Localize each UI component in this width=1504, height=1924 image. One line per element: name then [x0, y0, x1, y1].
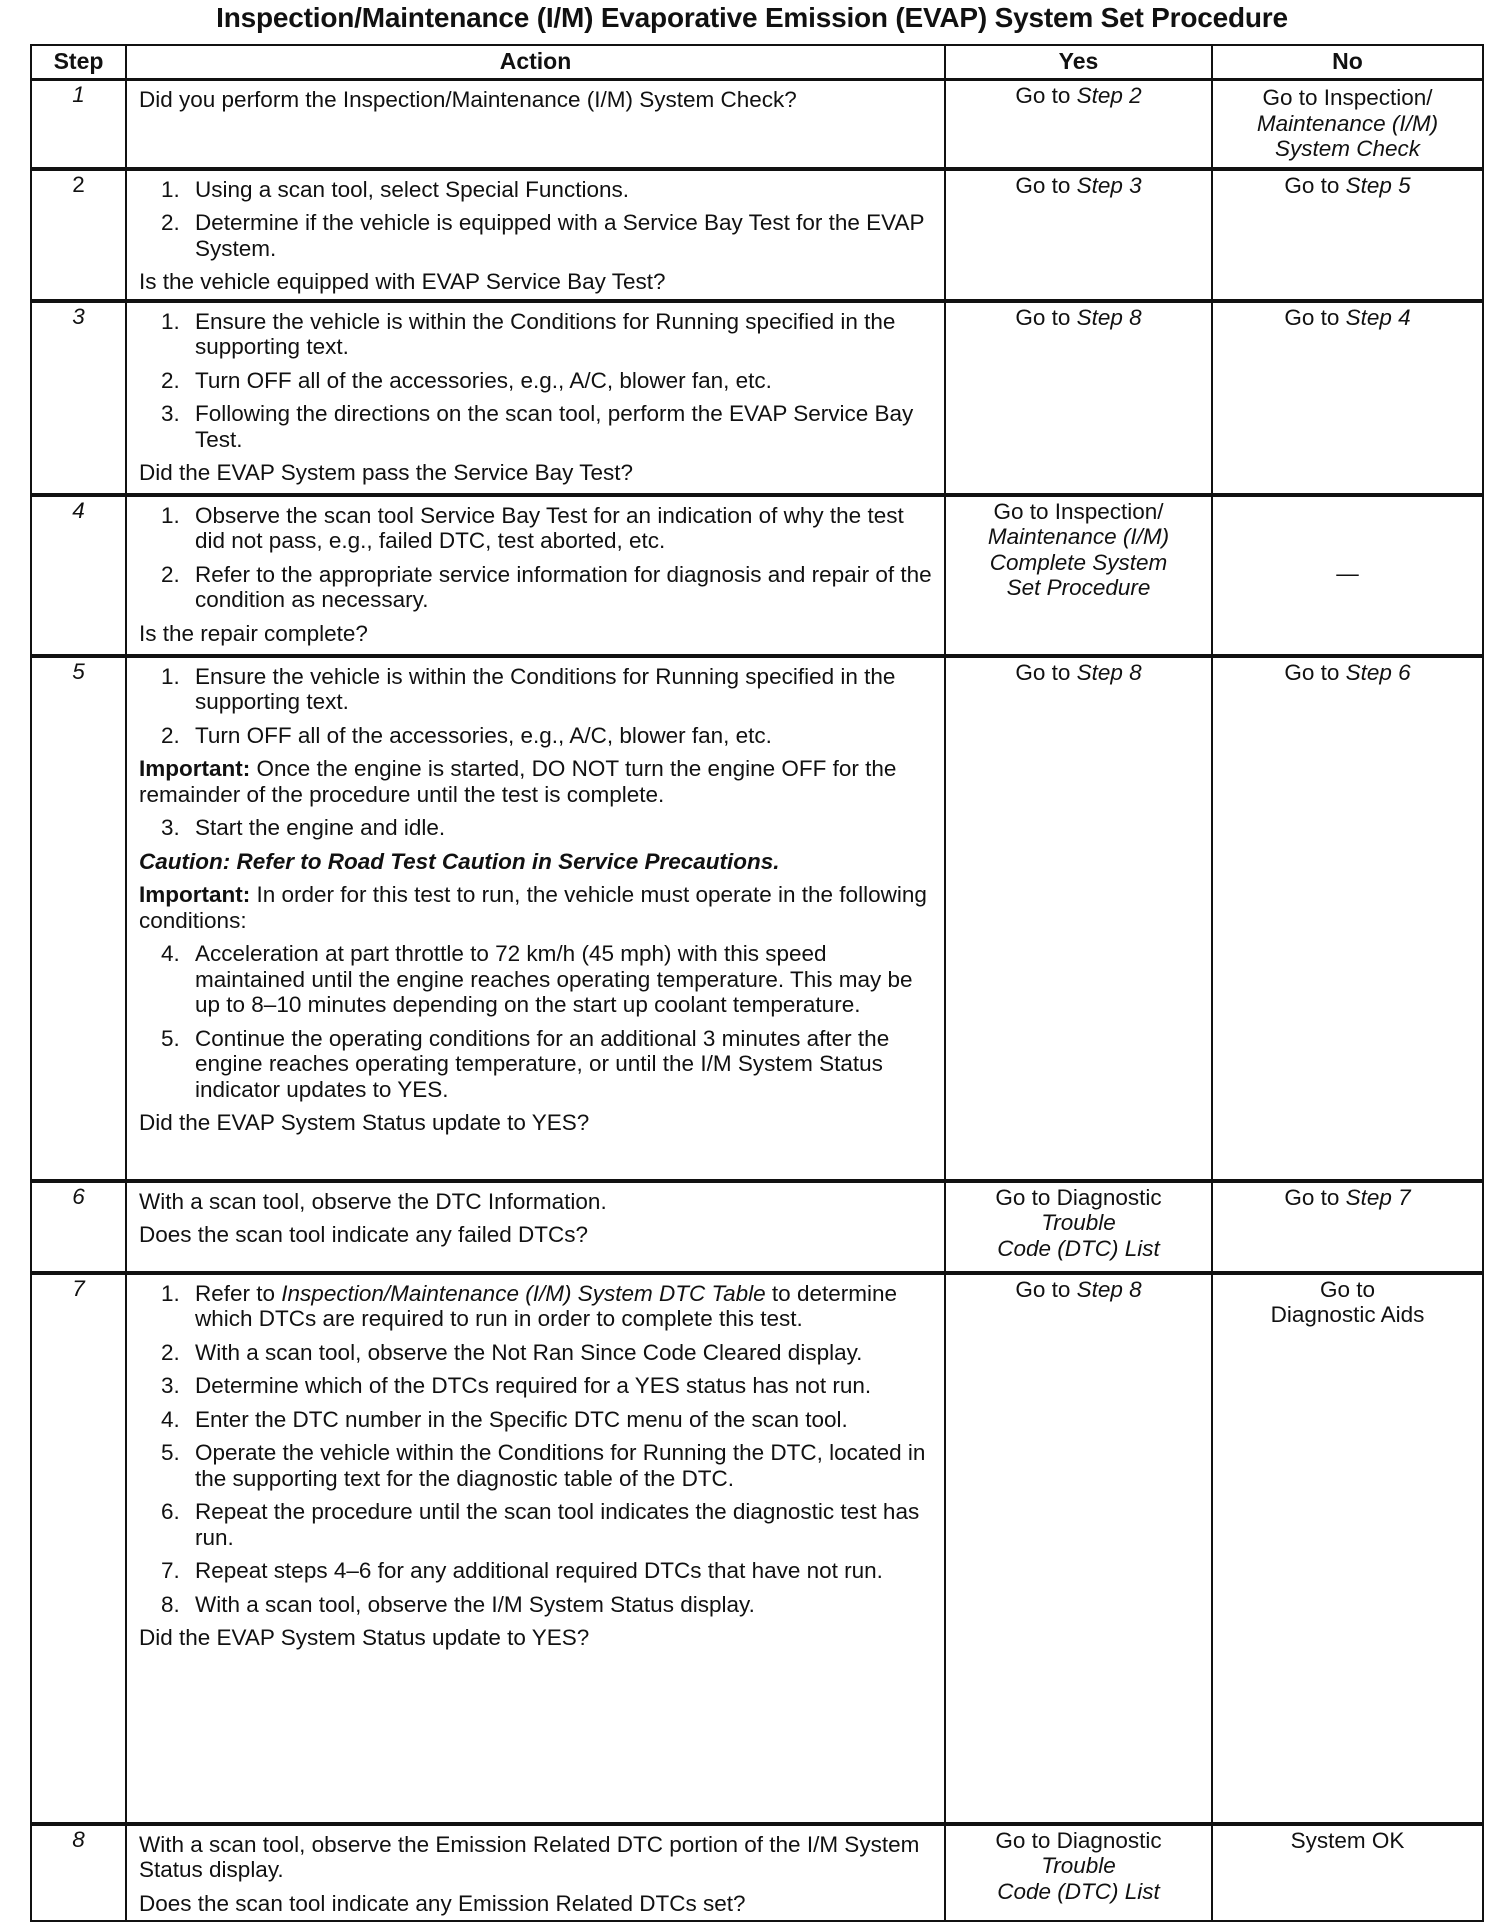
yes-cell[interactable]: Go to Diagnostic Trouble Code (DTC) List	[945, 1824, 1212, 1922]
list-item: 2. Refer to the appropriate service information for diagnosis and repair of the condition as necessary.	[161, 561, 932, 612]
table-row-step-5	[31, 656, 1483, 1181]
procedure-table	[30, 44, 1484, 1922]
yes-cell[interactable]: Go to Step 8	[945, 301, 1212, 495]
no-cell[interactable]: Go to Step 7	[1212, 1181, 1483, 1273]
step-number: 5	[31, 656, 126, 1181]
question-text: Did the EVAP System pass the Service Bay Test?	[139, 460, 633, 485]
no-cell[interactable]: Go to Inspection/ Maintenance (I/M) System Check	[1212, 80, 1483, 169]
list-item: 5. Operate the vehicle within the Conditions for Running the DTC, located in the supporting text for the diagnostic table of the DTC.	[161, 1440, 926, 1491]
list-item: 1. Refer to Inspection/Maintenance (I/M) System DTC Table to determine which DTCs are required to run in order to complete this test.	[161, 1280, 897, 1331]
step-number: 4	[31, 495, 126, 656]
action-cell	[126, 1273, 945, 1824]
question-text: Is the repair complete?	[139, 620, 368, 646]
step-link: Step 2	[1076, 83, 1142, 108]
table-row-step-4	[31, 495, 1483, 656]
step-number: 6	[31, 1181, 126, 1273]
instruction-text: With a scan tool, observe the DTC Information.	[139, 1188, 607, 1214]
yes-cell[interactable]: Go to Step 8	[945, 656, 1212, 1181]
list-item: 8. With a scan tool, observe the I/M System Status display.	[161, 1591, 755, 1617]
column-header-action: Action	[126, 45, 945, 80]
important-note: Important: In order for this test to run, the vehicle must operate in the following conditions:	[139, 882, 927, 933]
action-cell	[126, 169, 945, 301]
question-text: Did the EVAP System Status update to YES?	[139, 1625, 590, 1650]
list-item: 2. Determine if the vehicle is equipped with a Service Bay Test for the EVAP System.	[161, 210, 925, 261]
list-item: 1. Ensure the vehicle is within the Conditions for Running specified in the supporting text.	[161, 308, 896, 359]
action-cell	[126, 1824, 945, 1922]
instruction-text: With a scan tool, observe the Emission Related DTC portion of the I/M System Status display.	[139, 1831, 920, 1882]
step-number: 2	[31, 169, 126, 301]
list-item: 1. Ensure the vehicle is within the Conditions for Running specified in the supporting text.	[161, 663, 896, 714]
column-header-yes: Yes	[945, 45, 1212, 80]
list-item: 2. Turn OFF all of the accessories, e.g., A/C, blower fan, etc.	[161, 722, 772, 748]
list-item: 2. Turn OFF all of the accessories, e.g., A/C, blower fan, etc.	[161, 367, 772, 393]
list-item: 6. Repeat the procedure until the scan tool indicates the diagnostic test has run.	[161, 1499, 920, 1550]
list-item: 3. Following the directions on the scan tool, perform the EVAP Service Bay Test.	[161, 401, 914, 452]
question-text: Did the EVAP System Status update to YES?	[139, 1110, 590, 1135]
important-note: Important: Once the engine is started, DO NOT turn the engine OFF for the remainder of the procedure until the test is complete.	[139, 756, 897, 807]
no-cell[interactable]: Go to Step 6	[1212, 656, 1483, 1181]
action-cell	[126, 656, 945, 1181]
list-item: 7. Repeat steps 4–6 for any additional required DTCs that have not run.	[161, 1558, 883, 1583]
step-link: Step 6	[1345, 659, 1411, 685]
question-text: Is the vehicle equipped with EVAP Service Bay Test?	[139, 269, 666, 294]
step-number: 3	[31, 301, 126, 495]
step-number: 8	[31, 1824, 126, 1922]
action-cell	[126, 1181, 945, 1273]
list-item: 4. Acceleration at part throttle to 72 km/h (45 mph) with this speed maintained until the engine reaches operating temperature. This may be up to 8–10 minutes depending on the start up coolant temperature.	[161, 941, 913, 1017]
step-number: 7	[31, 1273, 126, 1824]
step-link: Step 8	[1076, 304, 1142, 330]
list-item: 1. Observe the scan tool Service Bay Test for an indication of why the test did not pass, e.g., failed DTC, test aborted, etc.	[161, 502, 904, 553]
action-cell	[126, 301, 945, 495]
table-row-step-1	[31, 80, 1483, 169]
list-item: 3. Start the engine and idle.	[161, 815, 446, 840]
list-item: 4. Enter the DTC number in the Specific DTC menu of the scan tool.	[161, 1406, 848, 1432]
list-item: 5. Continue the operating conditions for an additional 3 minutes after the engine reaches operating temperature, or until the I/M System Status indicator updates to YES.	[161, 1025, 890, 1102]
action-cell	[126, 495, 945, 656]
question-text: Does the scan tool indicate any Emission Related DTCs set?	[139, 1890, 746, 1916]
table-reference-link: Inspection/Maintenance (I/M) System DTC Table	[281, 1280, 766, 1306]
no-cell[interactable]: Go to Step 5	[1212, 169, 1483, 301]
table-row-step-2	[31, 169, 1483, 301]
yes-cell[interactable]: Go to Step 2	[945, 80, 1212, 169]
action-cell	[126, 80, 945, 169]
step-link: Step 5	[1345, 172, 1411, 198]
list-item: 1. Using a scan tool, select Special Functions.	[161, 176, 629, 202]
table-row-step-8	[31, 1824, 1483, 1922]
no-cell: System OK	[1212, 1824, 1483, 1922]
table-row-step-7	[31, 1273, 1483, 1824]
step-link: Step 7	[1345, 1184, 1411, 1210]
question-text: Did you perform the Inspection/Maintenance (I/M) System Check?	[139, 87, 797, 112]
column-header-step: Step	[31, 45, 126, 80]
step-link: Step 8	[1076, 1276, 1142, 1302]
column-header-no: No	[1212, 45, 1483, 80]
caution-note: Caution: Refer to Road Test Caution in Service Precautions.	[139, 848, 780, 874]
step-number: 1	[31, 80, 126, 169]
step-link: Step 4	[1345, 304, 1411, 330]
step-link: Step 8	[1076, 659, 1142, 685]
table-row-step-6	[31, 1181, 1483, 1273]
yes-cell[interactable]: Go to Step 3	[945, 169, 1212, 301]
table-row-step-3	[31, 301, 1483, 495]
no-cell[interactable]: Go to Diagnostic Aids	[1212, 1273, 1483, 1824]
no-cell[interactable]: Go to Step 4	[1212, 301, 1483, 495]
step-link: Step 3	[1076, 172, 1142, 198]
no-cell: —	[1212, 495, 1483, 656]
question-text: Does the scan tool indicate any failed DTCs?	[139, 1222, 588, 1247]
table-header-row	[31, 45, 1483, 80]
list-item: 2. With a scan tool, observe the Not Ran Since Code Cleared display.	[161, 1339, 863, 1365]
yes-cell[interactable]: Go to Inspection/ Maintenance (I/M) Complete System Set Procedure	[945, 495, 1212, 656]
yes-cell[interactable]: Go to Step 8	[945, 1273, 1212, 1824]
page-title: Inspection/Maintenance (I/M) Evaporative Emission (EVAP) System Set Procedure	[216, 2, 1288, 33]
list-item: 3. Determine which of the DTCs required for a YES status has not run.	[161, 1373, 872, 1398]
yes-cell[interactable]: Go to Diagnostic Trouble Code (DTC) List	[945, 1181, 1212, 1273]
